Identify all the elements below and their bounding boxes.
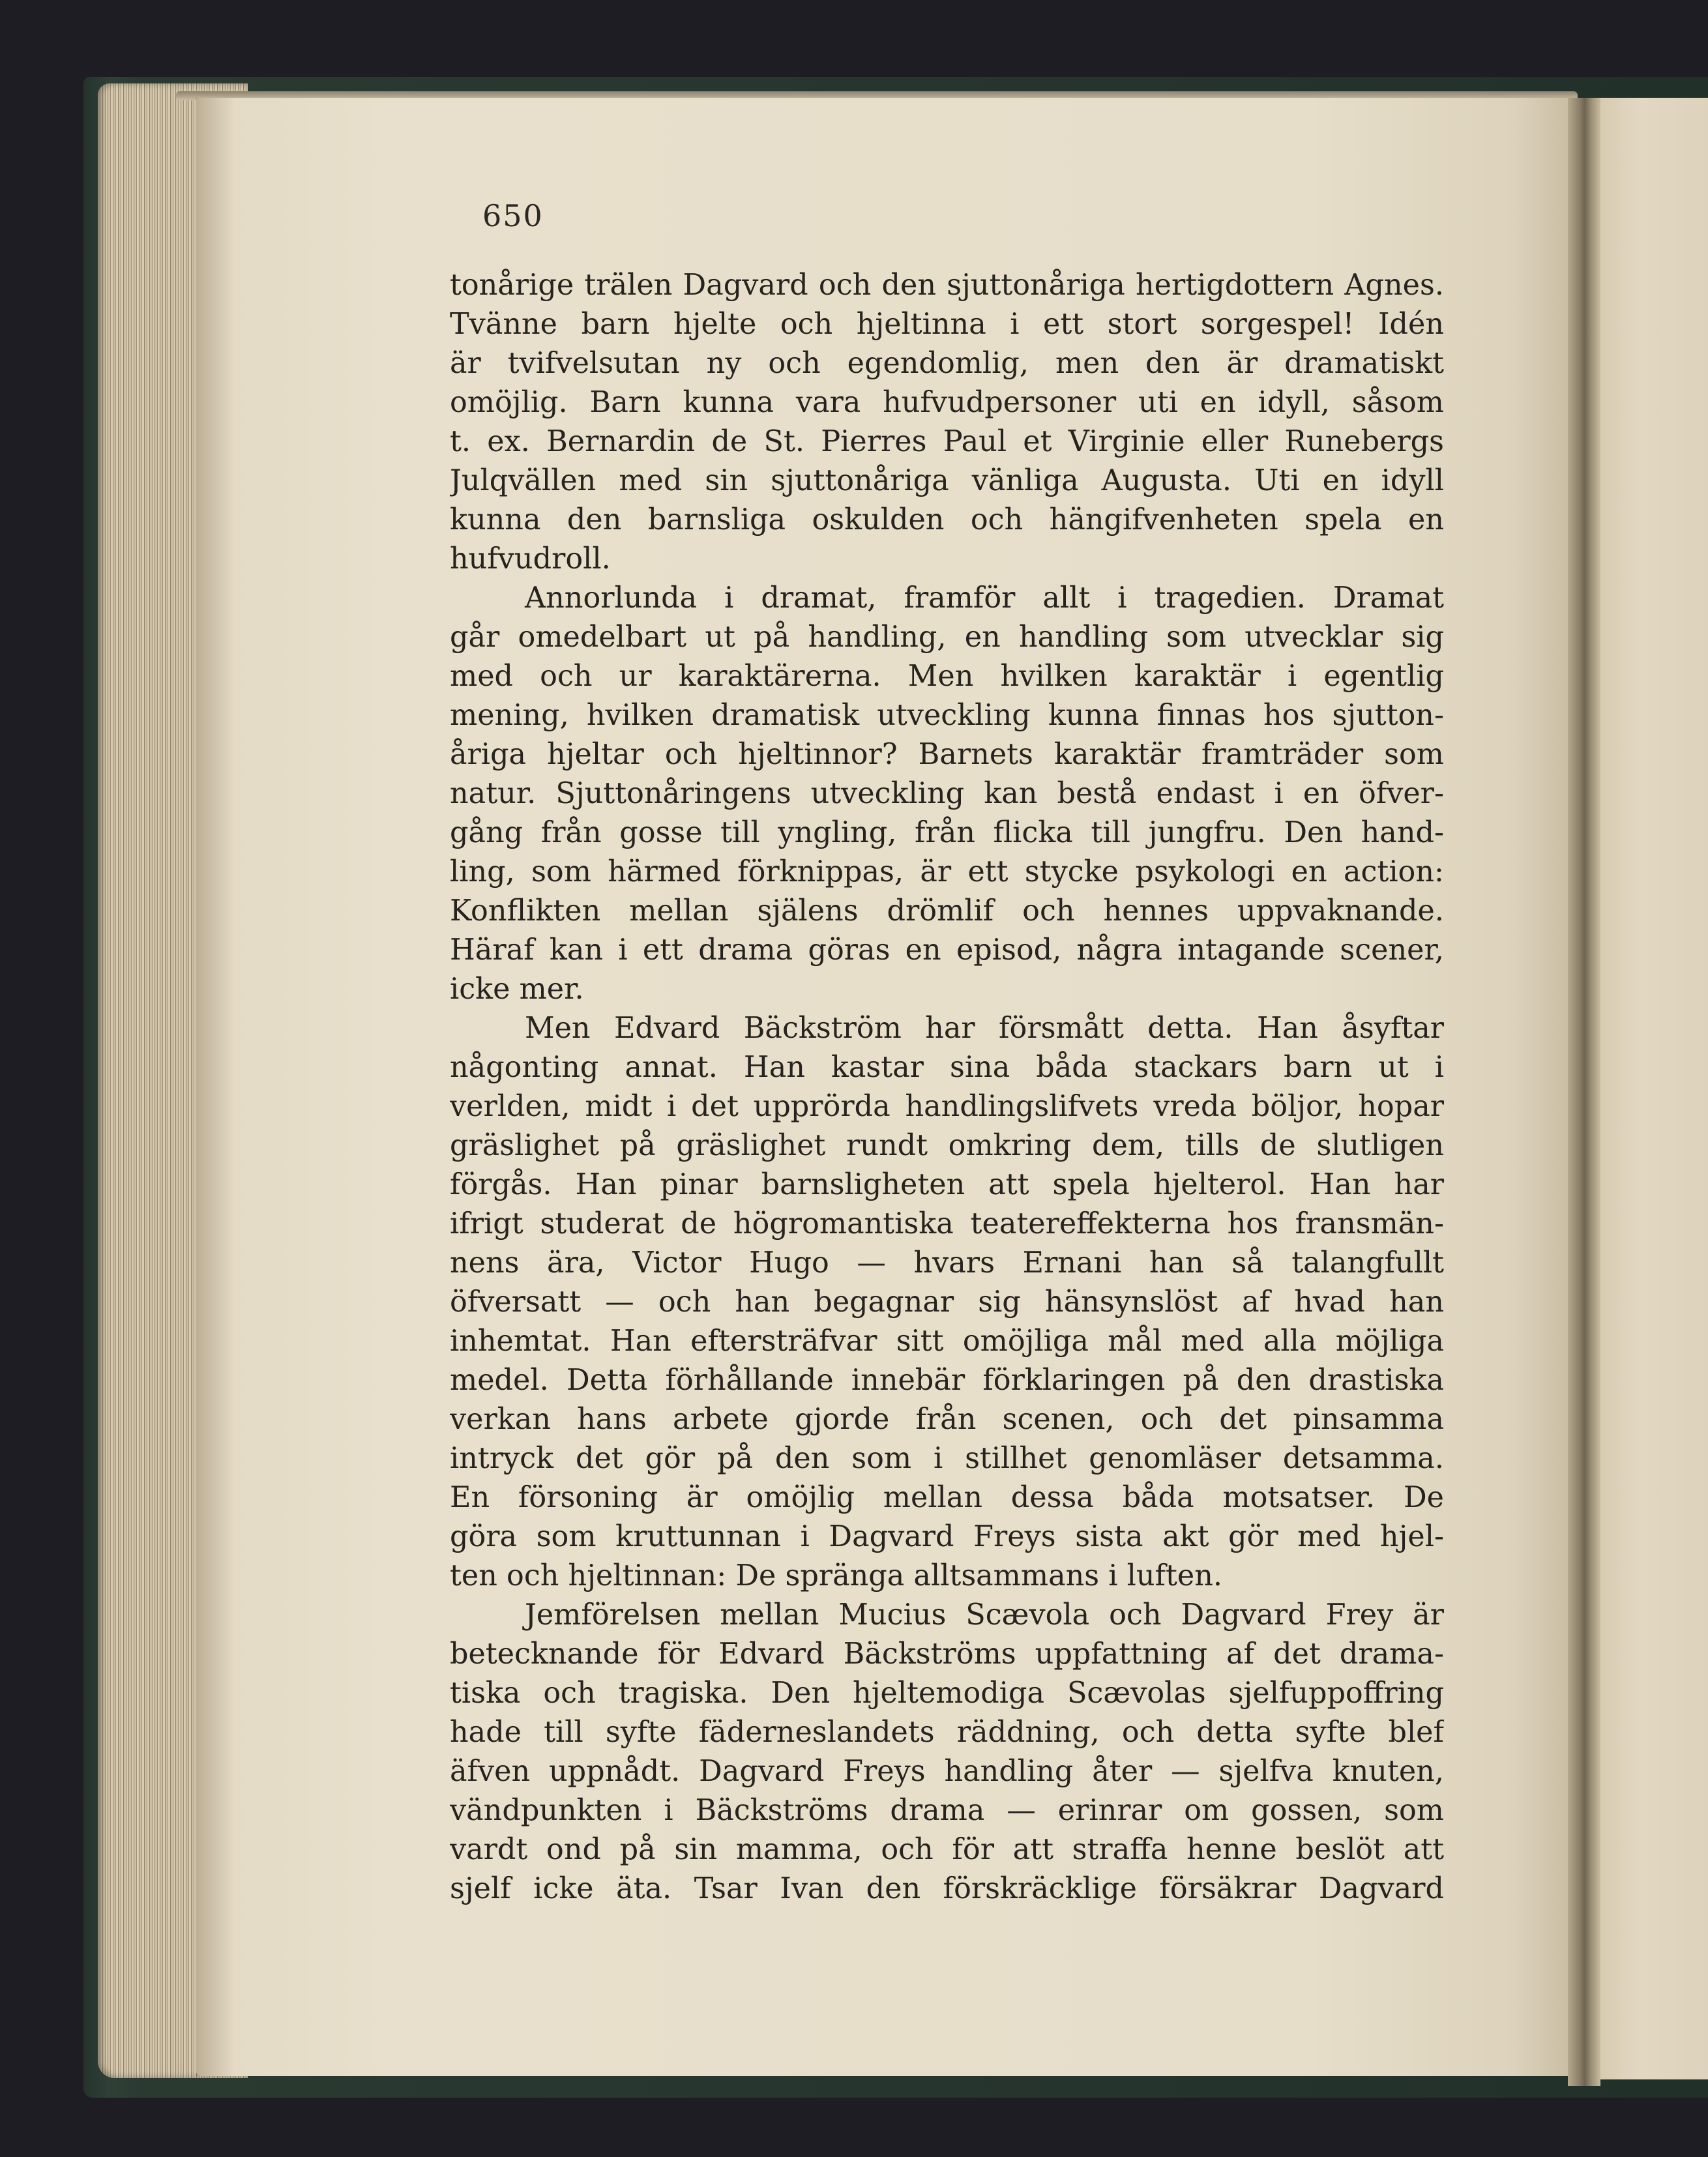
text-line: nens ära, Victor Hugo — hvars Ernani han så talangfullt <box>450 1246 1444 1280</box>
text-line: gräslighet på gräslighet rundt omkring dem, tills de slutligen <box>450 1129 1444 1162</box>
text-line: natur. Sjuttonåringens utveckling kan bestå endast i en öfver- <box>450 777 1444 810</box>
body-text <box>450 266 1444 1909</box>
text-line: gång från gosse till yngling, från flicka till jungfru. Den hand- <box>450 816 1444 849</box>
text-line: medel. Detta förhållande innebär förklaringen på den drastiska <box>450 1364 1444 1397</box>
text-line: verkan hans arbete gjorde från scenen, och det pinsamma <box>450 1403 1444 1436</box>
text-line: Konflikten mellan själens drömlif och hennes uppvaknande. <box>450 894 1444 928</box>
right-page-edge <box>1600 98 1708 2079</box>
text-line: Tvänne barn hjelte och hjeltinna i ett stort sorgespel! Idén <box>450 308 1444 341</box>
text-line: verlden, midt i det upprörda handlingslifvets vreda böljor, hopar <box>450 1090 1444 1123</box>
text-line: icke mer. <box>450 973 584 1006</box>
text-line: intryck det gör på den som i stillhet genomläser detsamma. <box>450 1442 1444 1475</box>
text-line: vändpunkten i Bäckströms drama — erinrar om gossen, som <box>450 1794 1444 1827</box>
text-line: göra som kruttunnan i Dagvard Freys sista akt gör med hjel- <box>450 1520 1444 1553</box>
book-gutter <box>1568 98 1600 2086</box>
text-line: ling, som härmed förknippas, är ett stycke psykologi en action: <box>450 855 1444 888</box>
text-line: går omedelbart ut på handling, en handling som utvecklar sig <box>450 621 1444 654</box>
text-line: är tvifvelsutan ny och egendomlig, men den är dramatiskt <box>450 347 1444 380</box>
text-line: öfversatt — och han begagnar sig hänsynslöst af hvad han <box>450 1285 1444 1319</box>
text-line: tiska och tragiska. Den hjeltemodiga Scævolas sjelfuppoffring <box>450 1677 1444 1710</box>
text-line: betecknande för Edvard Bäckströms uppfattning af det drama- <box>450 1637 1444 1671</box>
text-line: Julqvällen med sin sjuttonåriga vänliga Augusta. Uti en idyll <box>450 464 1444 497</box>
text-line: äfven uppnådt. Dagvard Freys handling åter — sjelfva knuten, <box>450 1755 1444 1788</box>
text-line: t. ex. Bernardin de St. Pierres Paul et Virginie eller Runebergs <box>450 425 1444 458</box>
text-line: med och ur karaktärerna. Men hvilken karaktär i egentlig <box>450 660 1444 693</box>
text-line: ten och hjeltinnan: De spränga alltsammans i luften. <box>450 1559 1223 1592</box>
text-line: mening, hvilken dramatisk utveckling kunna finnas hos sjutton- <box>450 699 1444 732</box>
text-line: Jemförelsen mellan Mucius Scævola och Dagvard Frey är <box>525 1598 1444 1632</box>
text-line: kunna den barnsliga oskulden och hängifvenheten spela en <box>450 503 1444 536</box>
text-line: någonting annat. Han kastar sina båda stackars barn ut i <box>450 1051 1444 1084</box>
text-line: förgås. Han pinar barnsligheten att spela hjelterol. Han har <box>450 1168 1444 1201</box>
text-line: Men Edvard Bäckström har försmått detta. Han åsyftar <box>525 1012 1444 1045</box>
text-line: hade till syfte fäderneslandets räddning, och detta syfte blef <box>450 1716 1444 1749</box>
text-line: omöjlig. Barn kunna vara hufvudpersoner uti en idyll, såsom <box>450 386 1444 419</box>
text-line: sjelf icke äta. Tsar Ivan den förskräcklige försäkrar Dagvard <box>450 1872 1444 1905</box>
text-line: En försoning är omöjlig mellan dessa båda motsatser. De <box>450 1481 1444 1514</box>
text-line: Häraf kan i ett drama göras en episod, några intagande scener, <box>450 933 1444 967</box>
text-line: vardt ond på sin mamma, och för att straffa henne beslöt att <box>450 1833 1444 1866</box>
text-line: inhemtat. Han eftersträfvar sitt omöjliga mål med alla möjliga <box>450 1325 1444 1358</box>
text-line: Annorlunda i dramat, framför allt i tragedien. Dramat <box>525 581 1444 615</box>
page-number: 650 <box>482 198 544 233</box>
text-line: tonårige trälen Dagvard och den sjuttonåriga hertigdottern Agnes. <box>450 269 1444 302</box>
page-edge-shadow <box>196 98 235 2076</box>
text-line: ifrigt studerat de högromantiska teatereffekterna hos fransmän- <box>450 1207 1444 1240</box>
text-line: åriga hjeltar och hjeltinnor? Barnets karaktär framträder som <box>450 738 1444 771</box>
text-line: hufvudroll. <box>450 542 611 576</box>
